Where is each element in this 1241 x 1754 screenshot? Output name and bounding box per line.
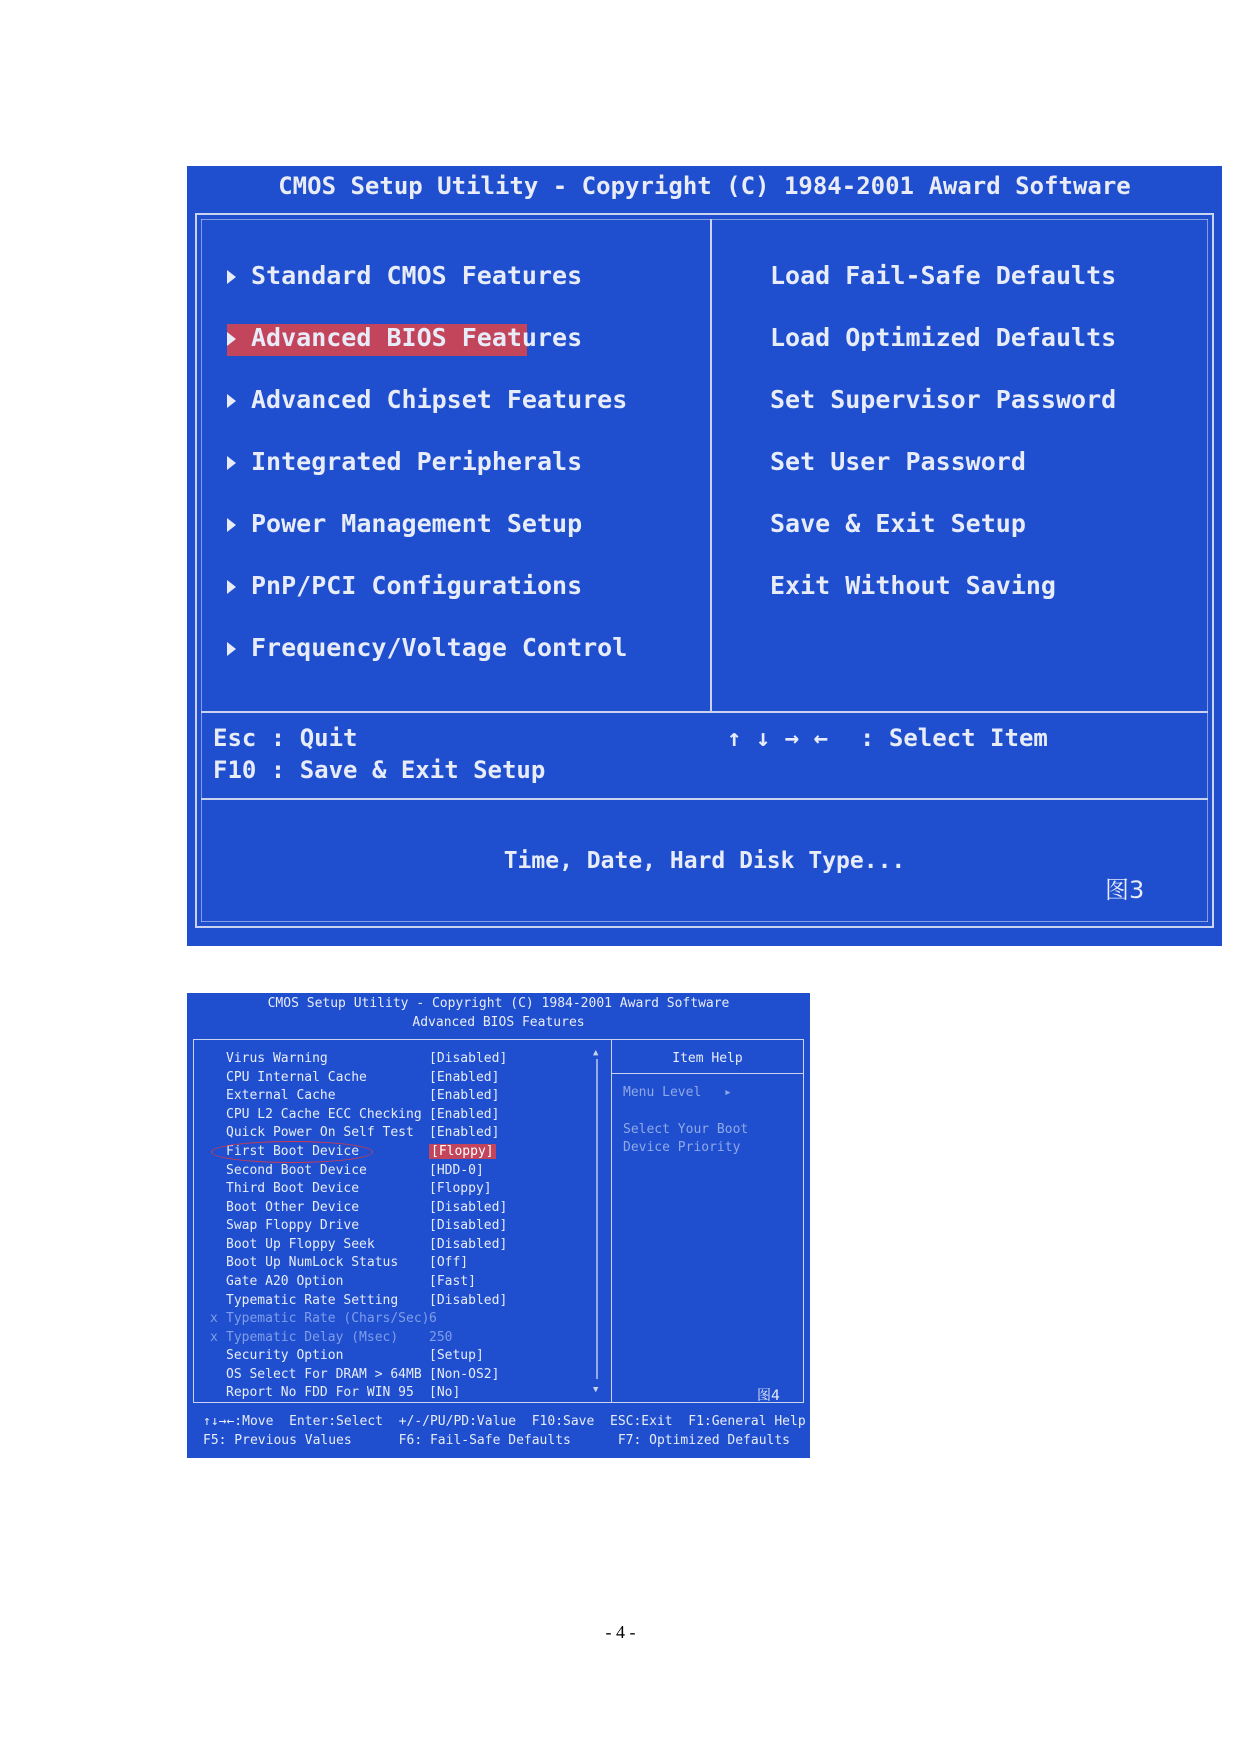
setting-label: CPU L2 Cache ECC Checking [226, 1107, 422, 1122]
setting-value[interactable]: [Enabled] [429, 1070, 500, 1085]
frame-top-line [195, 213, 1214, 215]
menu-item-user-password[interactable]: Set User Password [770, 447, 1026, 476]
setting-value[interactable]: [HDD-0] [429, 1163, 484, 1178]
annotation-circle [211, 1141, 373, 1163]
frame-left-line [195, 213, 197, 928]
disabled-mark-icon: x [210, 1311, 218, 1326]
setting-value[interactable]: [Disabled] [429, 1051, 508, 1066]
arrow-keys-icon: ↑ ↓ → ← [727, 724, 829, 752]
setting-value[interactable]: [Disabled] [429, 1218, 508, 1233]
setting-value[interactable]: [Off] [429, 1255, 469, 1270]
description-divider [201, 798, 1208, 800]
disabled-mark-icon: x [210, 1330, 218, 1345]
menu-item-load-optimized[interactable]: Load Optimized Defaults [770, 323, 1117, 352]
frame-left-line [193, 1039, 194, 1403]
setting-label: Swap Floppy Drive [226, 1218, 360, 1233]
setting-value[interactable]: [Floppy] [429, 1181, 492, 1196]
setting-label: Gate A20 Option [226, 1274, 344, 1289]
setting-label: External Cache [226, 1088, 336, 1103]
setting-value[interactable]: [Fast] [429, 1274, 476, 1289]
menu-arrow-icon [227, 518, 236, 532]
bios-title: CMOS Setup Utility - Copyright (C) 1984-2001 Award Software [278, 172, 1131, 200]
menu-arrow-icon [227, 394, 236, 408]
setting-label: Report No FDD For WIN 95 [226, 1385, 414, 1400]
frame-bottom-line [195, 926, 1214, 928]
frame-inner-bottom [201, 921, 1208, 922]
setting-label: Boot Other Device [226, 1200, 360, 1215]
frame-inner-left [201, 219, 202, 922]
help-text-line2: Device Priority [623, 1140, 741, 1155]
menu-item-supervisor-password[interactable]: Set Supervisor Password [770, 385, 1117, 414]
setting-value: 6 [429, 1311, 437, 1326]
menu-item-standard-cmos[interactable]: Standard CMOS Features [251, 261, 583, 290]
setting-label: OS Select For DRAM > 64MB [226, 1367, 422, 1382]
bios-title: CMOS Setup Utility - Copyright (C) 1984-2001 Award Software [267, 996, 730, 1011]
bios-main-menu-screenshot [187, 166, 1222, 946]
figure-label-3: 图3 [1105, 876, 1145, 904]
menu-arrow-icon [227, 580, 236, 594]
setting-value[interactable]: [Enabled] [429, 1088, 500, 1103]
help-text-line1: Select Your Boot [623, 1122, 749, 1137]
item-description: Time, Date, Hard Disk Type... [503, 848, 906, 874]
menu-arrow-icon [227, 332, 236, 346]
menu-item-load-failsafe[interactable]: Load Fail-Safe Defaults [770, 261, 1117, 290]
menu-item-pnp-pci[interactable]: PnP/PCI Configurations [251, 571, 583, 600]
menu-arrow-icon [227, 456, 236, 470]
setting-value[interactable]: [Disabled] [429, 1293, 508, 1308]
frame-right-line [803, 1039, 804, 1403]
setting-label: Security Option [226, 1348, 344, 1363]
scrollbar-track[interactable] [596, 1059, 598, 1379]
bios-subtitle: Advanced BIOS Features [412, 1015, 585, 1030]
footer-keys-line2: F5: Previous Values F6: Fail-Safe Defaults F7: Optimized Defaults [203, 1433, 790, 1448]
menu-item-exit-without-saving[interactable]: Exit Without Saving [770, 571, 1056, 600]
menu-item-advanced-chipset[interactable]: Advanced Chipset Features [251, 385, 628, 414]
menu-level-label: Menu Level [623, 1085, 702, 1100]
help-panel-divider [611, 1039, 612, 1403]
setting-label: Second Boot Device [226, 1163, 367, 1178]
menu-item-power-management[interactable]: Power Management Setup [251, 509, 583, 538]
setting-label: Virus Warning [226, 1051, 328, 1066]
setting-value[interactable]: [Disabled] [429, 1237, 508, 1252]
figure-label-4: 图4 [757, 1388, 780, 1404]
key-f10-save: F10 : Save & Exit Setup [213, 756, 546, 784]
help-title-divider [612, 1073, 803, 1074]
frame-inner-top [201, 219, 1208, 220]
page-number: - 4 - [605, 1622, 636, 1642]
scroll-down-icon[interactable]: ▼ [593, 1385, 599, 1395]
setting-value[interactable]: [Enabled] [429, 1107, 500, 1122]
frame-right-line [1212, 213, 1214, 928]
menu-item-save-exit[interactable]: Save & Exit Setup [770, 509, 1026, 538]
item-help-title: Item Help [672, 1051, 743, 1066]
key-esc-quit: Esc : Quit [213, 724, 358, 752]
key-select-item: : Select Item [860, 724, 1048, 752]
setting-label: Boot Up NumLock Status [226, 1255, 399, 1270]
setting-value[interactable]: [Disabled] [429, 1200, 508, 1215]
setting-label: Typematic Delay (Msec) [226, 1330, 399, 1345]
setting-label: Boot Up Floppy Seek [226, 1237, 375, 1252]
menu-arrow-icon [227, 642, 236, 656]
setting-value-selected[interactable]: [Floppy] [431, 1144, 494, 1159]
menu-arrow-icon [227, 270, 236, 284]
setting-label: CPU Internal Cache [226, 1070, 367, 1085]
setting-label: First Boot Device [226, 1144, 360, 1159]
frame-inner-right [1207, 219, 1208, 922]
bios-advanced-features-screenshot [187, 993, 810, 1458]
setting-label: Typematic Rate Setting [226, 1293, 399, 1308]
setting-label: Typematic Rate (Chars/Sec) [226, 1311, 430, 1326]
menu-item-frequency-voltage[interactable]: Frequency/Voltage Control [251, 633, 628, 662]
setting-value: 250 [429, 1330, 453, 1345]
setting-label: Third Boot Device [226, 1181, 360, 1196]
setting-value[interactable]: [Enabled] [429, 1125, 500, 1140]
menu-level-arrow-icon: ▸ [724, 1085, 732, 1100]
column-divider [710, 219, 712, 713]
footer-keys-line1: ↑↓→←:Move Enter:Select +/-/PU/PD:Value F10:Save ESC:Exit F1:General Help [203, 1414, 806, 1429]
keys-divider [201, 711, 1208, 713]
setting-value[interactable]: [Setup] [429, 1348, 484, 1363]
frame-bottom-line [193, 1402, 804, 1403]
menu-item-integrated-peripherals[interactable]: Integrated Peripherals [251, 447, 583, 476]
frame-top-line [193, 1039, 804, 1040]
setting-label: Quick Power On Self Test [226, 1125, 414, 1140]
setting-value[interactable]: [Non-OS2] [429, 1367, 500, 1382]
scroll-up-icon[interactable]: ▲ [593, 1048, 599, 1058]
setting-value[interactable]: [No] [429, 1385, 461, 1400]
menu-item-advanced-bios[interactable]: Advanced BIOS Features [251, 323, 583, 352]
